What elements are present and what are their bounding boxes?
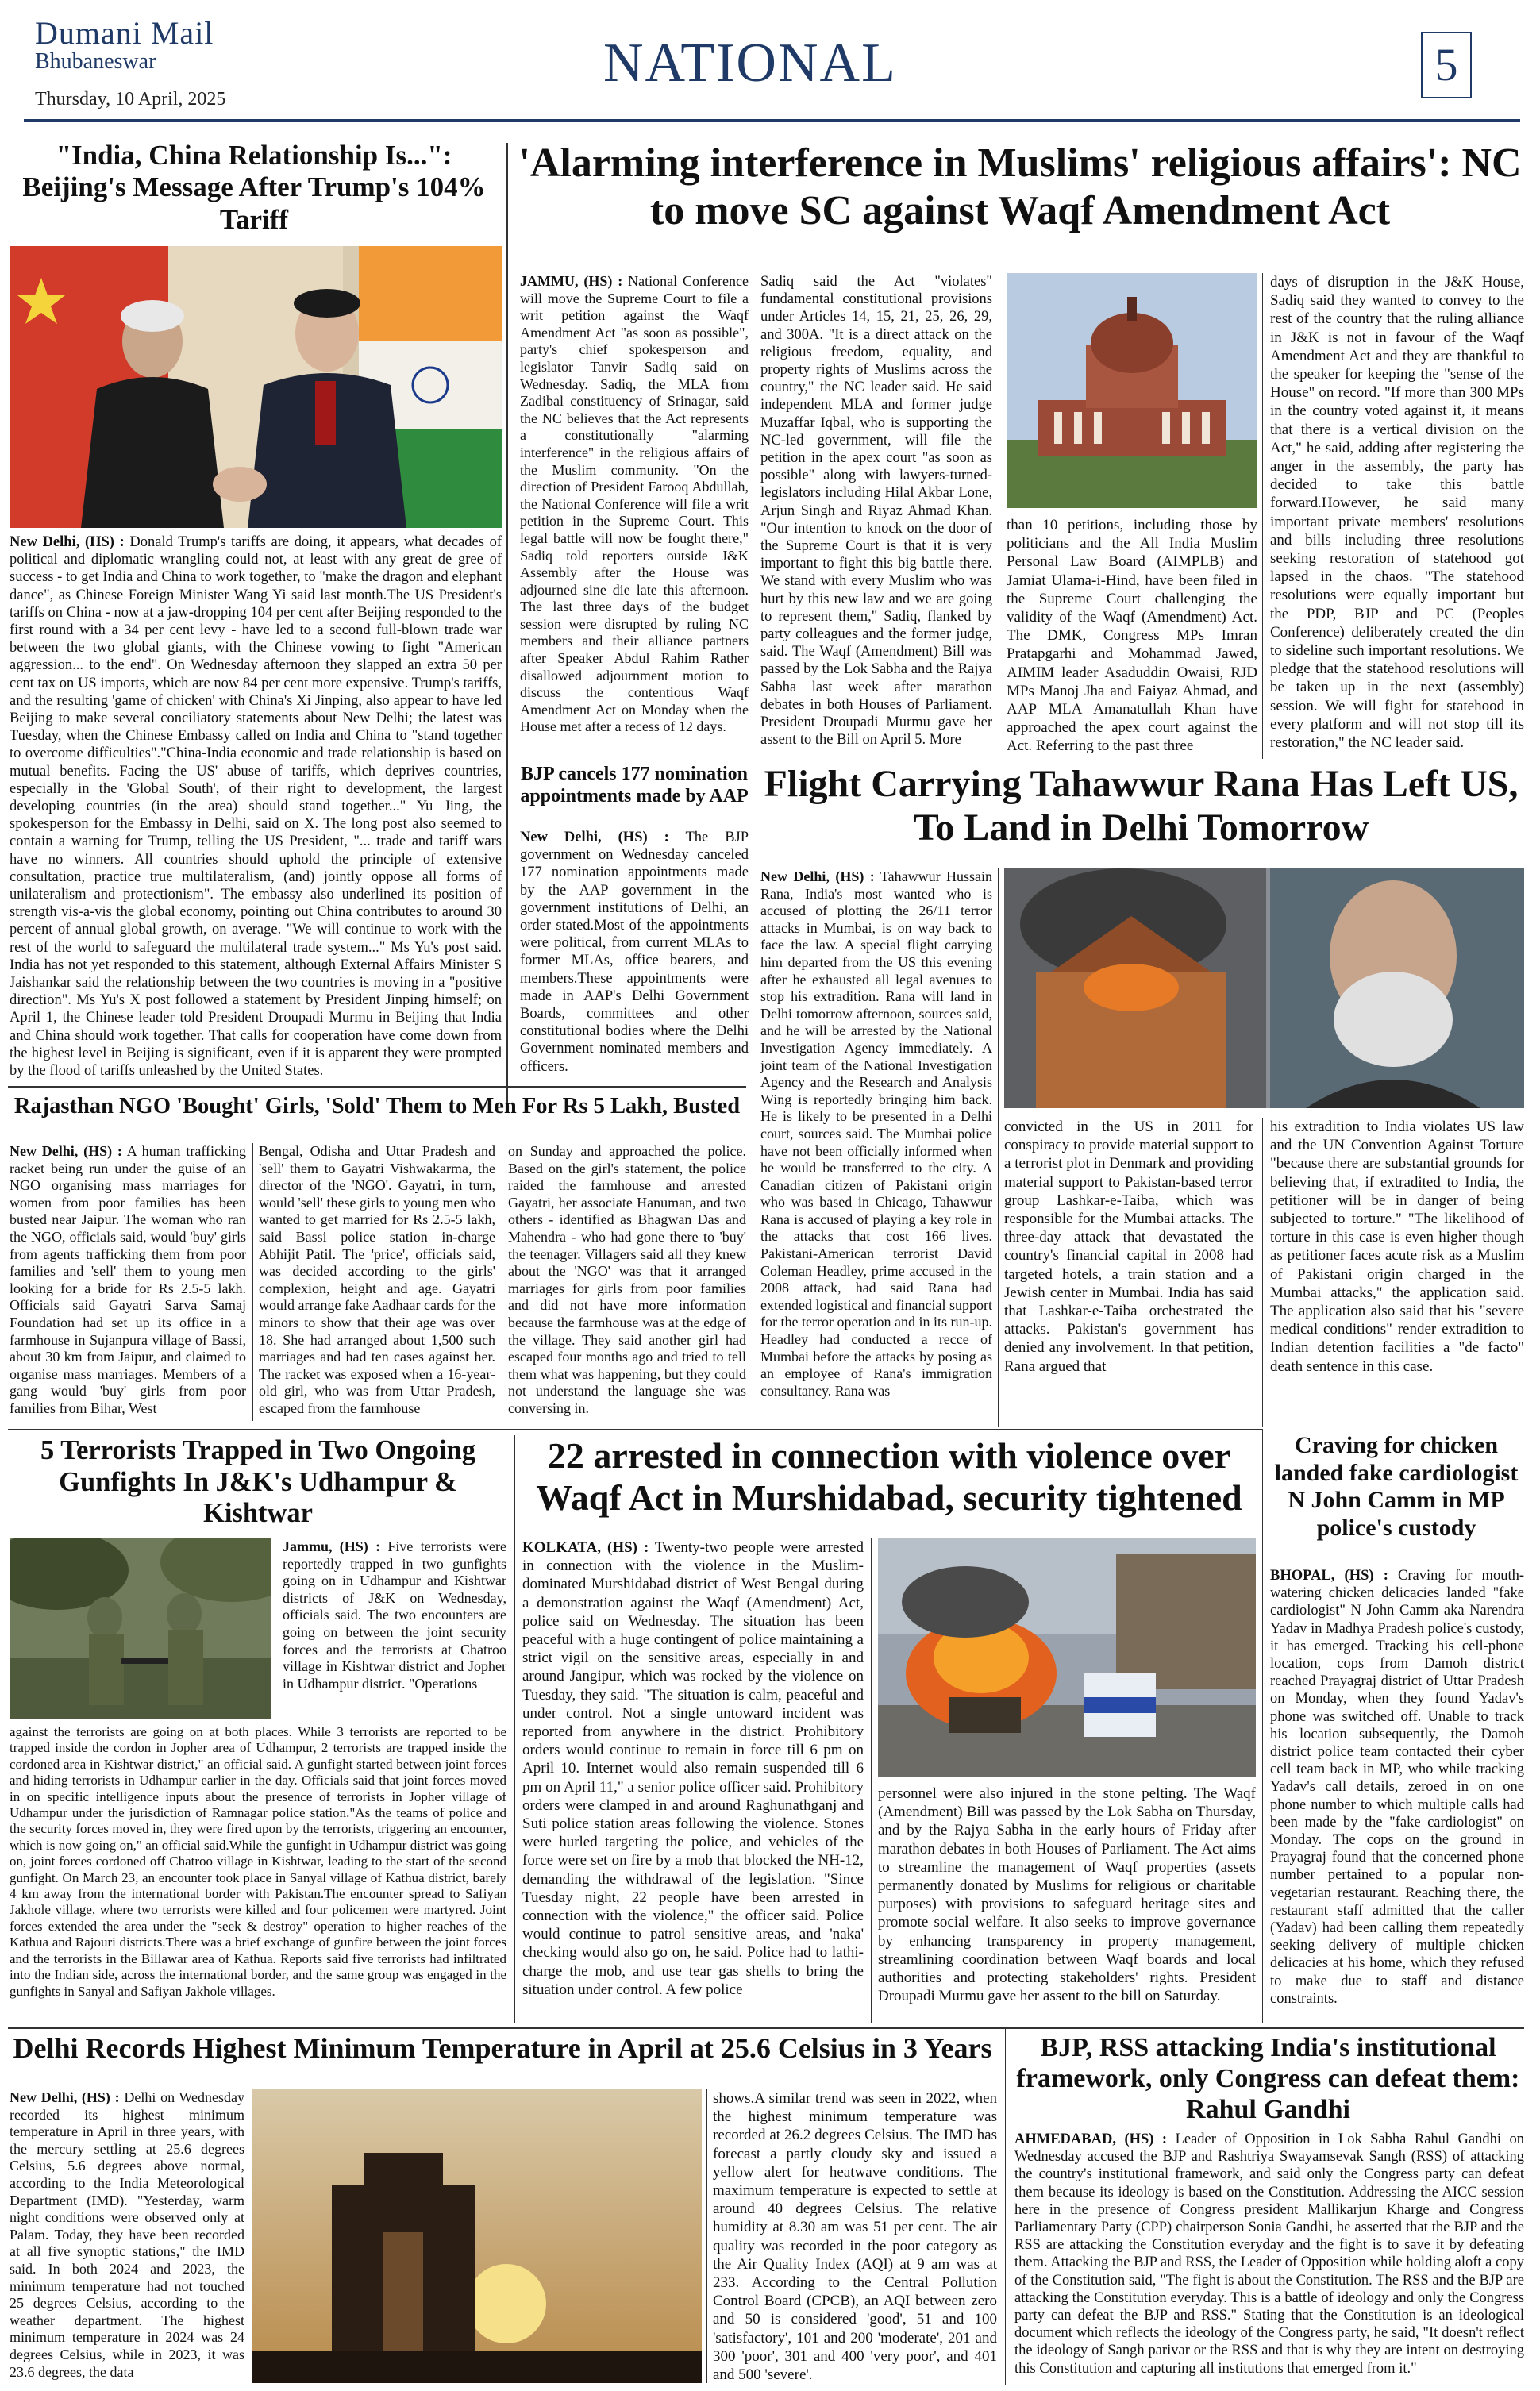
article-2-col4: days of disruption in the J&K House, Sadiq said they wanted to convey to the rest of the country that the ruling alliance in J&K is not in favour of the Waqf Amendment Act and they are thankful to the speaker for keeping the "sense of the House" on record. "If more than 300 MPs in the country voted against it, it means that there is a vertical division on the Act," he said, adding after registering the anger in the assembly, the party has decided to take this battle forward.However, he said many important private members' resolutions and bills including three resolutions seeking restoration of statehood got lapsed in the chaos. "The statehood resolutions were equally important but the PDP, BJP and PC (Peoples Conference) deliberately created the din to sideline such important resolutions. We pledge that the statehood resolutions will be taken up in the next (assembly) session. We will fight for statehood in every platform and will not stop till its restoration," the NC leader said. [1270,274,1524,752]
article-8-dateline: BHOPAL, (HS) : [1270,1568,1388,1584]
article-2-headline: 'Alarming interference in Muslims' religious affairs': NC to move SC against Waqf Amendment Act [518,141,1522,233]
article-4-photo [1004,868,1524,1108]
article-8-body [1270,1567,1524,2023]
article-4-col2: convicted in the US in 2011 for conspiracy to provide material support to a terrorist plot in Denmark and providing material support to Pakistan-based terror group Lashkar-e-Taiba, which was responsible for the Mumbai attacks. The three-day attack that devastated the country's financial capital in 2008 had targeted hotels, a train station and a Jewish center in Mumbai. India has said that Lashkar-e-Taiba orchestrated the attacks. Pakistan's government has denied any involvement. In that petition, Rana argued that [1004,1118,1253,1375]
article-6-body-2: against the terrorists are going on at both places. While 3 terrorists are reported to be trapped inside the cordon in Jopher area of Udhampur, 2 terrorists are trapped inside the cordoned area in Kishtwar district," an official said. A gunfight started between joint forces and hiding terrorists in Udhampur earlier in the day. Officials said that joint forces moved in on specific intelligence inputs about the presence of terrorists in Jopher village of Udhampur under the jurisdiction of Ramnagar police station."As the teams of police and the security forces moved in, they were fired upon by the terrorists, triggering an encounter, which is now going on," an official said.While the gunfight in Udhampur district was going on, joint forces cordoned off Chatroo village in Kishtwar, leading to the start of the second gunfight. On March 23, an encounter took place in Sanyal village of Kathua district, barely 4 km away from the international border with Pakistan.The encounter spread to Safiyan Jakhole village, where two terrorists were killed and four policemen were martyred. Joint forces extended the area under the "seek & destroy" operation to higher reaches of the Kathua and Rajouri districts.There was a brief exchange of gunfire between the joint forces and the terrorists in the Billawar area of Kathua. Reports said five terrorists had infiltrated into the Indian side, across the international border, and the same group was engaged in the gunfights in Sanyal and Safiyan Jakhole villages. [10,1724,506,1999]
article-5-col3: on Sunday and approached the police. Based on the girl's statement, the police raided the farmhouse and arrested Gayatri, her associate Hanuman, and two others - identified as Bhagwan Das and Mahendra - who had gone there to 'buy' the teenager. Villagers said all they knew about the 'NGO' was that it arranged marriages for girls from poor families and did not have more information because the farmhouse was at the edge of the village. They said another girl had escaped four months ago and tried to tell them what was happening, but they could not understand the language she was conversing in. [508,1143,746,1416]
article-9-dateline: New Delhi, (HS) : [10,2089,120,2105]
article-1-photo [10,246,502,528]
article-10-body [1014,2131,1524,2385]
column-rule [706,2089,707,2383]
article-7-photo [878,1538,1256,1777]
article-4-text-1: Tahawwur Hussain Rana, India's most wanted who is accused of plotting the 26/11 terror attacks in Mumbai, is on way back to face the law. A special flight carrying him departed from the US this evening after he exhausted all legal avenues to stop his extradition. Rana will land in Delhi tomorrow afternoon, sources said, and he will be arrested by the National Investigation Agency immediately. A joint team of the National Investigation Agency and the Research and Analysis Wing is reportedly bringing him back. He is likely to be presented in a Delhi court, sources said. The Mumbai police have not been officially informed when he would be transferred to the city. A Canadian citizen of Pakistani origin who was based in Chicago, Tahawwur Rana is accused of playing a key role in the attacks that cost 166 lives. Pakistani-American terrorist David Coleman Headley, prime accused in the 2008 attack, had said Rana had extended logistical and financial support for the terror operation and in its run-up. Headley had conducted a recce of Mumbai before the attacks by posing as an employee of Rana's immigration consultancy. Rana was [760,868,992,1399]
article-10-text: Leader of Opposition in Lok Sabha Rahul Gandhi on Wednesday accused the BJP and Rashtriya Swayamsevak Sangh (RSS) of attacking the country's institutional framework, and said only the Congress party can defeat them because its ideology is based on the Constitution. Addressing the AICC session here in the presence of Congress president Mallikarjun Kharge and Congress Parliamentary Party (CPP) chairperson Sonia Gandhi, he asserted that the BJP and the RSS are attacking the Constitution everyday and the fight is to save it by defeating them. Attacking the BJP and RSS, the Leader of Opposition while holding aloft a copy of the Constitution said, "The fight is about the Constitution. The RSS and the BJP are attacking the Constitution everyday. This is a battle of ideology and only the Congress party can defeat the BJP and RSS." Stating that the Constitution is an ideological document which reflects the ideology of the Congress party, he said, "It doesn't reflect the ideology of Sangh parivar or the RSS and that is why they are intent on destroying this Constitution and capturing all institutions that emerged from it." [1014,2131,1524,2377]
article-6-text-1: Five terrorists were reportedly trapped in two gunfights going on in Udhampur and Kishtwar districts of J&K on Wednesday, officials said. The two encounters are going on between the joint security forces and the terrorists at Chatroo village in Kishtwar district and Jopher in Udhampur district. "Operations [283,1538,506,1692]
page-number: 5 [1421,32,1472,98]
article-2-col3: than 10 petitions, including those by politicians and the All India Muslim Personal Law Board (AIMPLB) and Jamiat Ulama-i-Hind, have been filed in the Supreme Court challenging the validity of the Waqf (Amendment) Act. The DMK, Congress MPs Imran Pratapgarhi and Mohammad Jawed, AIMIM leader Asaduddin Owaisi, RJD MPs Manoj Jha and Faiyaz Ahmad, and AAP MLA Amanatullah Khan have approached the apex court against the Act. Referring to the past three [1007,517,1257,755]
article-6-dateline: Jammu, (HS) : [283,1538,381,1554]
section-rule [8,1429,1262,1430]
column-rule [1005,2027,1006,2385]
article-7-text-1: Twenty-two people were arrested in connection with the violence in the Muslim-dominated Murshidabad district of West Bengal during a demonstration against the Waqf (Amendment) Act, police said on Wednesday. The situation has been peaceful with a huge contingent of police maintaining a strict vigil on the sensitive areas, especially in and around Jangipur, which was rocked by the violence on Tuesday, they said. "The situation is calm, peaceful and under control. Not a single untoward incident was reported from anywhere in the district. Prohibitory orders would continue to remain in force till 6 pm on April 10. Internet would also remain suspended till 6 pm on April 11," a senior police officer said. Prohibitory orders were clamped in and around Raghunathganj and Suti police station areas following the violence. Stones were hurled targeting the police, and vehicles of the force were set on fire by a mob that blocked the NH-12, demanding the withdrawal of the legislation. "Since Tuesday night, 22 people have been arrested in connection with the violence," the officer said. Police would continue to patrol sensitive areas, and 'naka' checking would also go on, he said. Police had to lathi-charge the mob, and use tear gas shells to bring the situation under control. A few police [522,1539,864,1998]
article-3-text: The BJP government on Wednesday canceled 177 nomination appointments made by the AAP government in the government institutions of Delhi, an order stated.Most of the appointments were political, from current MLAs to former MLAs, office bearers, and members.These appointments were made in AAP's Delhi Government Boards, committees and other constitutional bodies where the Delhi Government nominated members and officers. [520,830,749,1075]
article-6-body-1 [283,1538,506,1707]
article-2-text-1: National Conference will move the Supreme Court to file a writ petition against the Waqf Amendment Act "as soon as possible", party's chief spokesperson and legislator Tanvir Sadiq said on Wednesday. Sadiq, the MLA from Zadibal constituency of Srinagar, said the NC believes that the Act represents a constitutionally "alarming interference" in the religious affairs of the Muslim community. "On the direction of President Farooq Abdullah, the National Conference will file a writ petition in the Supreme Court. This legal battle will now be fought there," Sadiq told reporters outside J&K Assembly after the House was adjourned sine die late this afternoon. The last three days of the budget session were disrupted by ruling NC members and their alliance partners after Speaker Abdul Rahim Rather disallowed adjournment motion to discuss the contentious Waqf Amendment Act on Monday when the House met after a recess of 12 days. [520,273,749,735]
article-6-photo [10,1538,271,1719]
article-7-col1 [522,1538,864,2023]
column-rule [871,1538,872,2023]
article-7-dateline: KOLKATA, (HS) : [522,1539,649,1556]
column-rule [506,143,508,1103]
article-5-dateline: New Delhi, (HS) : [10,1143,122,1159]
article-1-body [10,533,502,1085]
article-3-body [520,829,749,1083]
column-rule [1262,1118,1263,1427]
column-rule [1262,1429,1263,2023]
article-7-headline: 22 arrested in connection with violence over Waqf Act in Murshidabad, security tightened [536,1435,1242,1518]
article-7-col2: personnel were also injured in the stone pelting. The Waqf (Amendment) Bill was passed by the Lok Sabha on Thursday, and by the Rajya Sabha in the early hours of Friday after marathon debates in both Houses of Parliament. The Act aims to streamline the management of Waqf properties (assets permanently donated by Muslims for religious or charitable purposes) with provisions to safeguard heritage sites and promote social welfare. It also seeks to improve governance by enhancing transparency in property management, streamlining coordination between Waqf boards and local authorities and protecting stakeholders' rights. President Droupadi Murmu gave her assent to the bill on Saturday. [878,1785,1256,2005]
article-6-headline: 5 Terrorists Trapped in Two Ongoing Gunfights In J&K's Udhampur & Kishtwar [40,1435,475,1529]
article-3-headline: BJP cancels 177 nomination appointments made by AAP [520,764,749,807]
masthead-name: Dumani Mail [35,15,214,51]
masthead-date: Thursday, 10 April, 2025 [35,89,226,110]
article-2-dateline: JAMMU, (HS) : [520,273,623,289]
section-title: NATIONAL [603,33,897,94]
article-4-col1 [760,868,992,1427]
article-2-photo [1007,273,1257,508]
article-4-col3: his extradition to India violates US law and the UN Convention Against Torture "because there are substantial grounds for believing that, if extradited to India, the petitioner will be in danger of being subjected to torture." "The likelihood of torture in this case is even higher though as petitioner faces acute risk as a Muslim of Pakistani origin charged in the Mumbai attacks," the application said. The application also said that his "severe medical conditions" render extradition to Indian detention facilities a "de facto" death sentence in this case. [1270,1118,1524,1375]
article-1-headline: "India, China Relationship Is...": Beijing's Message After Trump's 104% Tariff [22,140,486,235]
article-8-headline: Craving for chicken landed fake cardiologist N John Camm in MP police's custody [1274,1432,1519,1541]
column-rule [1262,273,1263,759]
column-rule [252,1143,253,1421]
masthead-rule [24,119,1520,122]
article-2-col2: Sadiq said the Act "violates" fundamental constitutional provisions under Articles 14, 15, 21, 25, 26, 29, and 300A. "It is a direct attack on the religious freedom, equality, and property rights of Muslims across the country," the NC leader said. He said independent MLA and former judge Muzaffar Iqbal, who is supporting the NC-led government, will file the petition in the apex court "as soon as possible" along with lawyers-turned-legislators including Hilal Akbar Lone, Arjun Singh and Riyaz Ahmad Khan. "Our intention to knock on the door of the Supreme Court is that it is very important to fight this big battle there. We stand with every Muslim who was hurt by this new law and we are going to represent them," Sadiq, flanked by party colleagues and the former judge, said. The Waqf (Amendment) Bill was passed by the Lok Sabha and the Rajya Sabha last week after marathon debates in both Houses of Parliament. President Droupadi Murmu gave her assent to the Bill on April 5. More [760,274,992,749]
article-9-text-1: Delhi on Wednesday recorded its highest minimum temperature in April in three years, with the mercury settling at 25.6 degrees Celsius, 5.6 degrees above normal, according to the India Meteorological Department (IMD). "Yesterday, warm night conditions were observed only at Palam. Today, they have been recorded at all five synoptic stations," the IMD said. In both 2024 and 2023, the minimum temperature had not touched 25 degrees Celsius, according to the weather department. The highest minimum temperature in 2024 was 24 degrees Celsius, while in 2023, it was 23.6 degrees, the data [10,2089,244,2380]
article-3-dateline: New Delhi, (HS) : [520,830,669,845]
article-5-col1 [10,1143,246,1423]
column-rule [514,1435,515,2023]
article-4-headline: Flight Carrying Tahawwur Rana Has Left US, To Land in Delhi Tomorrow [764,763,1519,849]
section-rule [8,1086,746,1088]
article-9-col2: shows.A similar trend was seen in 2022, when the highest minimum temperature was recorded at 26.2 degrees Celsius. The IMD has forecast a partly cloudy sky and issued a yellow alert for heatwave conditions. The maximum temperature is expected to settle at around 40 degrees Celsius. The relative humidity at 8.30 am was 51 per cent. The air quality was recorded in the poor category as the Air Quality Index (AQI) at 9 am was at 233. According to the Central Pollution Control Board (CPCB), an AQI between zero and 50 is considered 'good', 51 and 100 'satisfactory', 101 and 200 'moderate', 201 and 300 'poor', 301 and 400 'very poor', and 401 and 500 'severe'. [713,2090,997,2383]
article-5-headline: Rajasthan NGO 'Bought' Girls, 'Sold' Them to Men For Rs 5 Lakh, Busted [13,1094,741,1118]
article-4-dateline: New Delhi, (HS) : [760,868,875,884]
article-2-col1 [520,273,749,759]
article-5-col2: Bengal, Odisha and Uttar Pradesh and 'sell' them to Gayatri Vishwakarma, the director of the 'NGO'. Gayatri, in turn, would 'sell' these girls to young men who wanted to get married for Rs 2.5-5 lakh, said Bassi police station in-charge Abhijit Patil. The 'price', officials said, was decided according to the girls' complexion, height and age. Gayatri would arrange fake Aadhaar cards for the minors to show that their age was over 18. She had arranged about 1,500 such marriages and had ten cases against her. The racket was exposed when a 16-year-old girl, who was from Uttar Pradesh, escaped from the farmhouse [259,1143,495,1416]
article-10-headline: BJP, RSS attacking India's institutional framework, only Congress can defeat them: Rahul Gandhi [1016,2033,1520,2125]
column-rule [998,868,999,1427]
article-8-text: Craving for mouth-watering chicken delicacies landed "fake cardiologist" N John Camm aka Narendra Yadav in Madhya Pradesh police's custody, it has emerged. Tracking his cell-phone location, cops from Damoh district reached Prayagraj district of Uttar Pradesh on Monday, when they found Yadav's phone was switched off. Unable to track his location subsequently, the Damoh district police team contacted their cyber cell team back in MP, who while tracking Yadav's call details, zeroed in on one phone number to which multiple calls had been made by the "fake cardiologist" on Monday. The cops on the ground in Prayagraj found that the concerned phone number pertained to a popular non-vegetarian restaurant. Reaching there, the restaurant staff admitted that the caller (Yadav) had been calling them repeatedly seeking delivery of multiple chicken delicacies at his home, which they refused to make due to staff and distance constraints. [1270,1568,1524,2007]
article-5-text-1: A human trafficking racket being run under the guise of an NGO organising mass marriages for women from poor families has been busted near Jaipur. The woman who ran the NGO, officials said, would 'buy' girls from agents trafficking them from poor families and 'sell' them to young men looking for a bride for Rs 2.5-5 lakh. Officials said Gayatri Sarva Samaj Foundation had set up its office in a farmhouse in Sujanpura village of Bassi, about 30 km from Jaipur, and claimed to organise mass marriages. Members of a gang would 'buy' girls from poor families from Bihar, West [10,1143,246,1416]
article-10-dateline: AHMEDABAD, (HS) : [1014,2131,1168,2147]
article-1-text: Donald Trump's tariffs are doing, it appears, what decades of political and diplomatic wrangling could not, at least with any great de gree of success - to get India and China to work together, to "make the dragon and elephant dance", as Chinese Foreign Minister Wang Yi said last month.The US President's tariffs on China - now at a jaw-dropping 104 per cent after Beijing responded to the first round with a 34 per cent levy - have led to a second full-blown trade war between the two global giants, with the Chinese vowing to fight "American aggression... to the end". On Wednesday afternoon they slapped an extra 50 per cent tax on US imports, which are now 84 per cent more expensive. Trump's tariffs, and the resulting 'game of chicken' with China's Xi Jinping, also appear to have led Beijing to make several conciliatory statements about New Delhi; the latest was Tuesday, when the Chinese Embassy called on India and China to "stand together to overcome difficulties"."China-India economic and trade relationship is based on mutual benefits. Facing the US' abuse of tariffs, which deprives countries, especially in the 'Global South', of their right to development, the largest developing countries (in the area) should stand together..." Yu Jing, the spokesperson for the Embassy in Delhi, said on X. The long post also seemed to contain a warning for Trump, telling the US President, "... trade and tariff wars have no winners. All countries should uphold the principle of extensive consultation, practice true multilateralism, (and) jointly oppose all forms of unilateralism and protectionism". The embassy also underlined its position of strength vis-a-vis the global economy, pointing out China contributes to around 30 percent of annual global growth, on average. "We will continue to work with the rest of the world to safeguard the multilateral trade system..." Ms Yu's post said. India has not yet responded to this statement, although External Affairs Minister S Jaishankar said the relationship between the two countries is moving in a "positive direction". Ms Yu's X post followed a statement by President Jinping himself; on April 1, the Chinese leader told President Droupadi Murmu in Beijing that India and China should work together. That calls for cooperation have come down from the highest level in Beijing is significant, even if it is apparent they were prompted by the flood of tariffs unleashed by the United States. [10,534,502,1080]
article-1-dateline: New Delhi, (HS) : [10,534,125,550]
masthead-city: Bhubaneswar [35,49,156,74]
article-9-col1 [10,2089,244,2383]
article-9-photo [252,2089,702,2383]
article-9-headline: Delhi Records Highest Minimum Temperature in April at 25.6 Celsius in 3 Years [13,2032,992,2064]
section-rule [8,2027,1524,2029]
